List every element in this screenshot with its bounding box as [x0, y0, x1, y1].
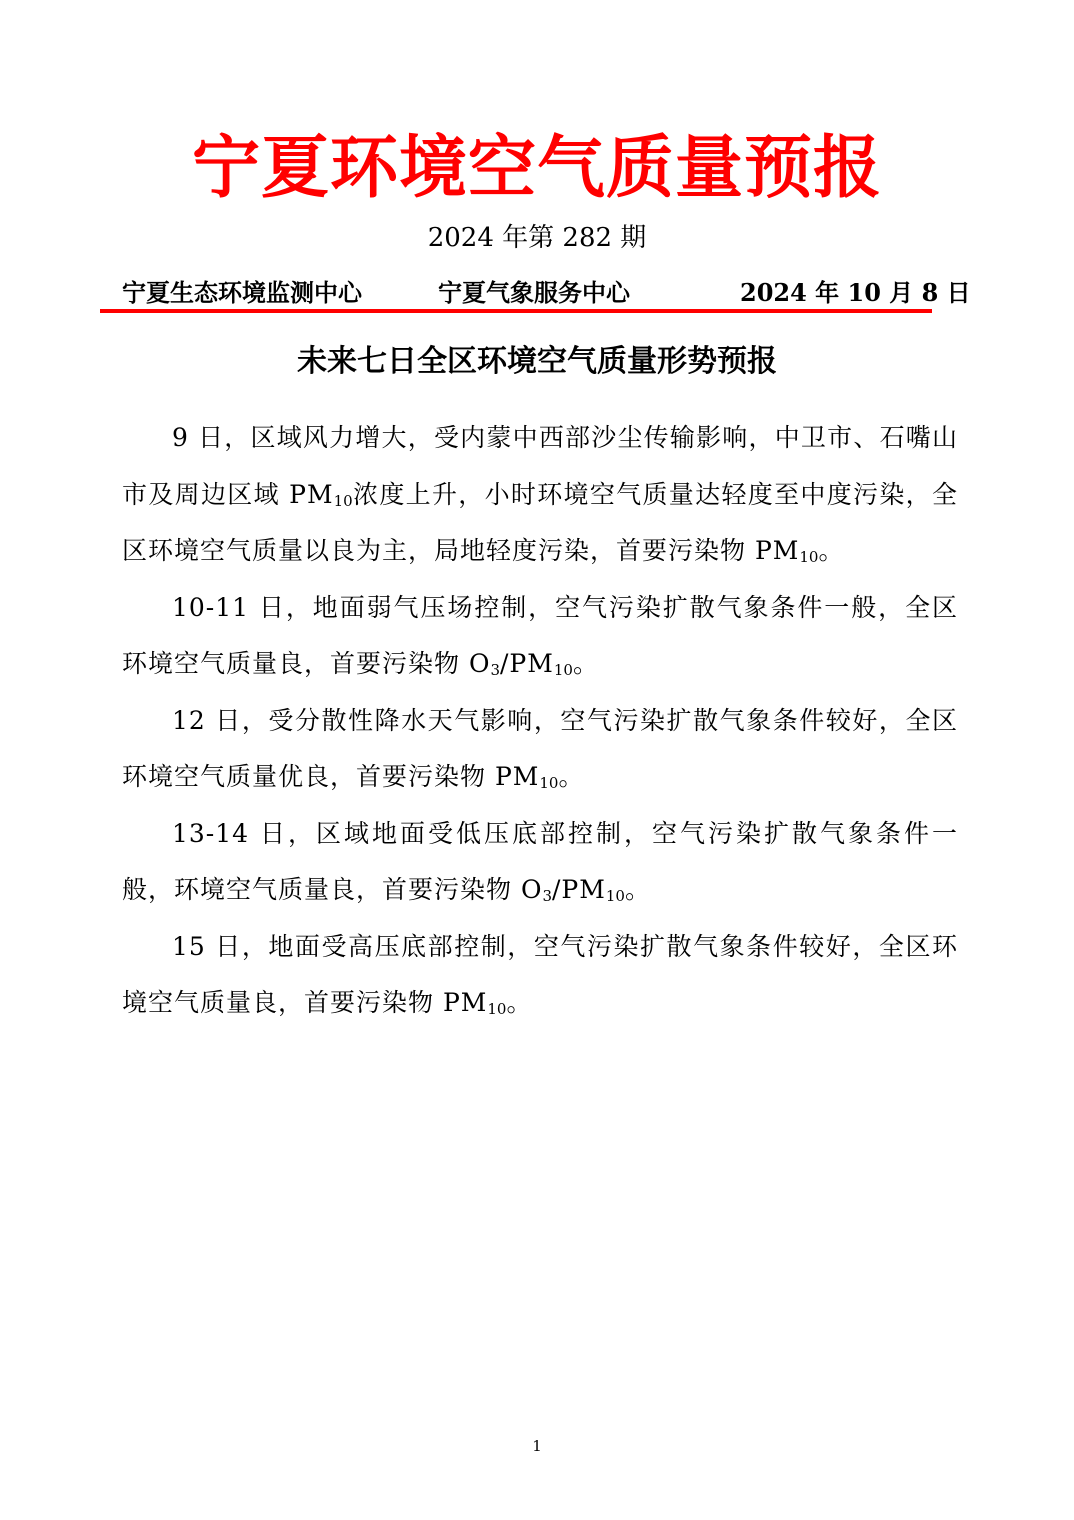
forecast-paragraph: 10-11 日，地面弱气压场控制，空气污染扩散气象条件一般，全区环境空气质量良，首要污染物 $O_3/PM_{10}$。 [122, 592, 958, 679]
agency-environment: 宁夏生态环境监测中心 [122, 278, 362, 307]
agency-meteorology: 宁夏气象服务中心 [438, 278, 630, 307]
masthead-divider [100, 309, 932, 313]
forecast-headline: 未来七日全区环境空气质量形势预报 [297, 344, 777, 379]
issue-number: 2024 年第 282 期 [427, 223, 647, 253]
masthead-title: 宁夏环境空气质量预报 [191, 128, 882, 208]
forecast-paragraph: 9 日，区域风力增大，受内蒙中西部沙尘传输影响，中卫市、石嘴山市及周边区域 $PM_{10}$浓度上升，小时环境空气质量达轻度至中度污染，全区环境空气质量以良为主，局地轻度污染，首要污染物 $PM_{10}$。 [122, 423, 958, 566]
forecast-paragraph: 13-14 日，区域地面受低压底部控制，空气污染扩散气象条件一般，环境空气质量良，首要污染物 $O_3/PM_{10}$。 [122, 818, 958, 905]
forecast-body [122, 410, 958, 1032]
publish-date: 2024 年 10 月 8 日 [740, 278, 971, 307]
forecast-paragraph: 12 日，受分散性降水天气影响，空气污染扩散气象条件较好，全区环境空气质量优良，首要污染物 $PM_{10}$。 [122, 705, 958, 792]
page-number: 1 [532, 1437, 542, 1455]
forecast-paragraph: 15 日，地面受高压底部控制，空气污染扩散气象条件较好，全区环境空气质量良，首要污染物 $PM_{10}$。 [122, 931, 958, 1018]
